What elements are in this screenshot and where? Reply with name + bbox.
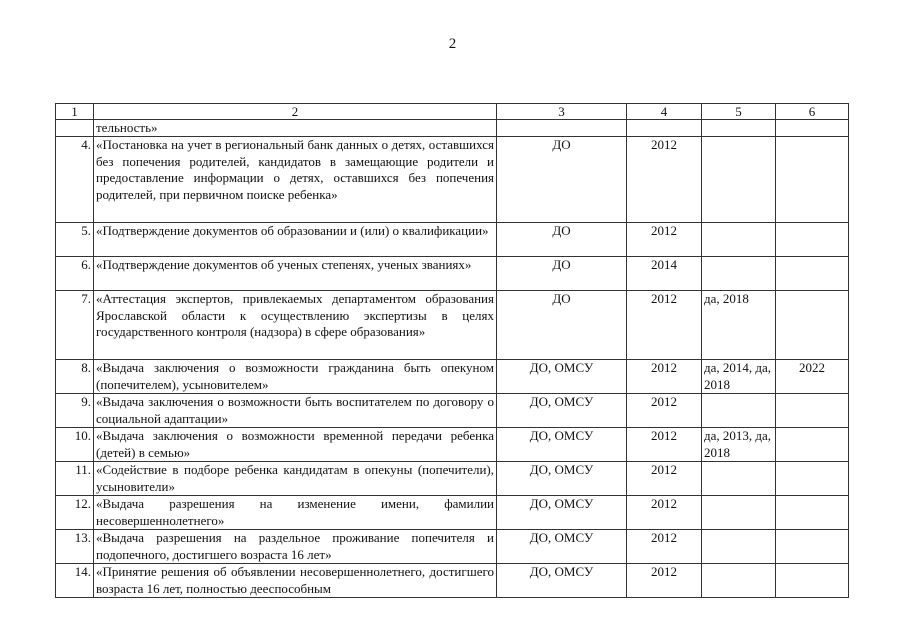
year: 2012: [627, 462, 702, 496]
col6-value: [776, 530, 849, 564]
executor: ДО, ОМСУ: [497, 394, 627, 428]
col6-value: [776, 564, 849, 598]
services-table: [55, 103, 849, 598]
executor: ДО, ОМСУ: [497, 428, 627, 462]
col5-value: [702, 496, 776, 530]
row-number: 7.: [56, 291, 94, 360]
table-row: [56, 291, 849, 360]
row-number: 8.: [56, 360, 94, 394]
col5-value: [702, 223, 776, 257]
service-name: «Постановка на учет в региональный банк данных о детях, оставшихся без попечения родителей, кандидатов в замещающие родители и предоставление информации о детях, оставшихся без попечения родителей, при первичном поиске ребенка»: [94, 137, 497, 223]
col6-value: [776, 462, 849, 496]
col6-value: 2022: [776, 360, 849, 394]
col5-value: [702, 394, 776, 428]
service-name: «Аттестация экспертов, привлекаемых департаментом образования Ярославской области к осуществлению экспертизы в целях государственного контроля (надзора) в сфере образования»: [94, 291, 497, 360]
service-name: «Содействие в подборе ребенка кандидатам в опекуны (попечители), усыновители»: [94, 462, 497, 496]
year: [627, 120, 702, 137]
col5-value: [702, 257, 776, 291]
year: 2012: [627, 360, 702, 394]
header-col-1: 1: [56, 104, 94, 120]
row-number: 9.: [56, 394, 94, 428]
service-name: «Подтверждение документов об образовании и (или) о квалификации»: [94, 223, 497, 257]
col6-value: [776, 394, 849, 428]
row-number: 6.: [56, 257, 94, 291]
table-row: [56, 496, 849, 530]
service-name: «Выдача заключения о возможности гражданина быть опекуном (попечителем), усыновителем»: [94, 360, 497, 394]
year: 2012: [627, 137, 702, 223]
year: 2012: [627, 530, 702, 564]
year: 2014: [627, 257, 702, 291]
executor: ДО, ОМСУ: [497, 530, 627, 564]
table-row: [56, 120, 849, 137]
col6-value: [776, 120, 849, 137]
col5-value: [702, 564, 776, 598]
service-name: «Выдача разрешения на изменение имени, фамилии несовершеннолетнего»: [94, 496, 497, 530]
year: 2012: [627, 291, 702, 360]
col5-value: да, 2018: [702, 291, 776, 360]
service-name: «Выдача разрешения на раздельное проживание попечителя и подопечного, достигшего возраста 16 лет»: [94, 530, 497, 564]
header-col-2: 2: [94, 104, 497, 120]
executor: ДО, ОМСУ: [497, 564, 627, 598]
service-name: тельность»: [94, 120, 497, 137]
row-number: 4.: [56, 137, 94, 223]
year: 2012: [627, 564, 702, 598]
col5-value: [702, 462, 776, 496]
year: 2012: [627, 223, 702, 257]
year: 2012: [627, 428, 702, 462]
service-name: «Выдача заключения о возможности временной передачи ребенка (детей) в семью»: [94, 428, 497, 462]
table-row: [56, 462, 849, 496]
year: 2012: [627, 496, 702, 530]
row-number: 11.: [56, 462, 94, 496]
header-col-6: 6: [776, 104, 849, 120]
table-row: [56, 530, 849, 564]
col6-value: [776, 291, 849, 360]
table-header-row: [56, 104, 849, 120]
year: 2012: [627, 394, 702, 428]
col6-value: [776, 137, 849, 223]
header-col-3: 3: [497, 104, 627, 120]
table-row: [56, 360, 849, 394]
executor: ДО: [497, 257, 627, 291]
table-row: [56, 428, 849, 462]
executor: ДО: [497, 291, 627, 360]
row-number: [56, 120, 94, 137]
executor: ДО: [497, 137, 627, 223]
table-row: [56, 564, 849, 598]
row-number: 5.: [56, 223, 94, 257]
executor: [497, 120, 627, 137]
service-name: «Принятие решения об объявлении несовершеннолетнего, достигшего возраста 16 лет, полностью дееспособным: [94, 564, 497, 598]
row-number: 12.: [56, 496, 94, 530]
table-row: [56, 257, 849, 291]
executor: ДО, ОМСУ: [497, 496, 627, 530]
col5-value: [702, 137, 776, 223]
col6-value: [776, 223, 849, 257]
col5-value: [702, 120, 776, 137]
col5-value: да, 2013, да, 2018: [702, 428, 776, 462]
table-row: [56, 394, 849, 428]
header-col-5: 5: [702, 104, 776, 120]
header-col-4: 4: [627, 104, 702, 120]
row-number: 10.: [56, 428, 94, 462]
executor: ДО: [497, 223, 627, 257]
service-name: «Выдача заключения о возможности быть воспитателем по договору о социальной адаптации»: [94, 394, 497, 428]
service-name: «Подтверждение документов об ученых степенях, ученых званиях»: [94, 257, 497, 291]
col6-value: [776, 428, 849, 462]
table-row: [56, 137, 849, 223]
table-row: [56, 223, 849, 257]
col5-value: [702, 530, 776, 564]
col6-value: [776, 257, 849, 291]
col5-value: да, 2014, да, 2018: [702, 360, 776, 394]
row-number: 14.: [56, 564, 94, 598]
page-number: 2: [448, 36, 457, 52]
col6-value: [776, 496, 849, 530]
executor: ДО, ОМСУ: [497, 462, 627, 496]
executor: ДО, ОМСУ: [497, 360, 627, 394]
row-number: 13.: [56, 530, 94, 564]
